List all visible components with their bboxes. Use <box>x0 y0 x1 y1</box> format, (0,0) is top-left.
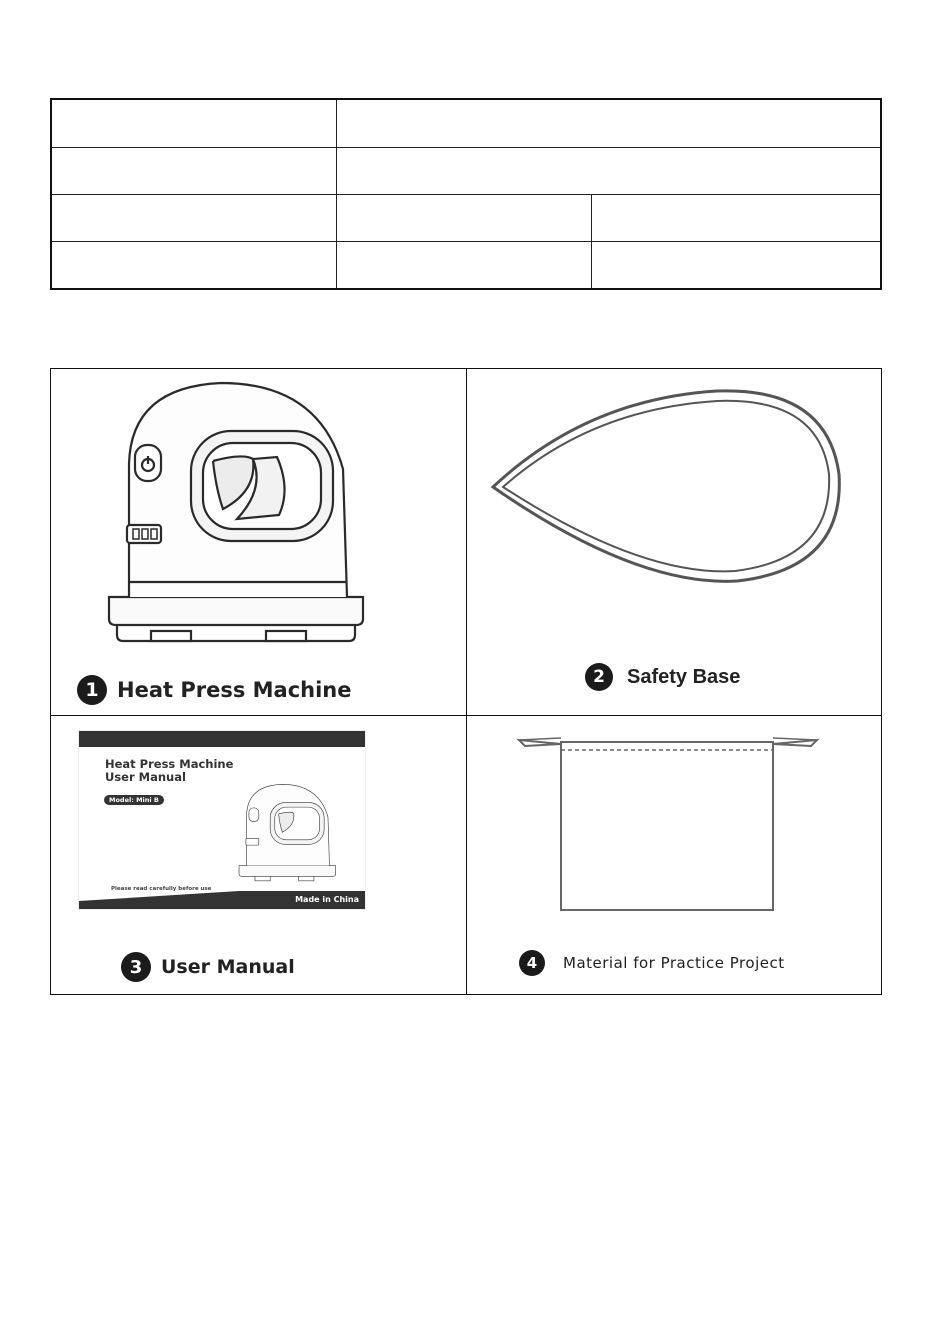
item-panel-safety-base <box>467 369 881 715</box>
spec-row <box>52 241 880 288</box>
item-panel-heat-press <box>51 369 466 715</box>
item-panel-user-manual <box>51 716 466 994</box>
user-manual-cover <box>79 731 365 909</box>
item-label: Material for Practice Project <box>563 954 785 972</box>
item-label: User Manual <box>161 956 295 978</box>
item-caption <box>77 675 352 705</box>
item-panel-practice-material <box>467 716 881 994</box>
item-label: Heat Press Machine <box>117 678 352 702</box>
heat-press-machine-icon <box>51 369 466 715</box>
number-badge: 1 <box>77 675 107 705</box>
spec-row <box>52 100 880 148</box>
specification-table <box>50 98 882 290</box>
item-caption <box>585 663 740 691</box>
item-caption <box>121 952 295 982</box>
manual-model-badge: Model: Mini B <box>104 795 164 805</box>
package-contents-grid <box>50 368 882 995</box>
spec-row <box>52 147 880 195</box>
number-badge: 4 <box>519 950 545 976</box>
spec-row <box>52 194 880 242</box>
item-label: Safety Base <box>627 665 741 688</box>
manual-origin: Made in China <box>295 895 359 904</box>
manual-title: Heat Press Machine User Manual <box>105 757 234 784</box>
number-badge: 2 <box>585 663 613 691</box>
manual-note: Please read carefully before use <box>111 886 212 892</box>
number-badge: 3 <box>121 952 151 982</box>
item-caption <box>519 950 785 976</box>
